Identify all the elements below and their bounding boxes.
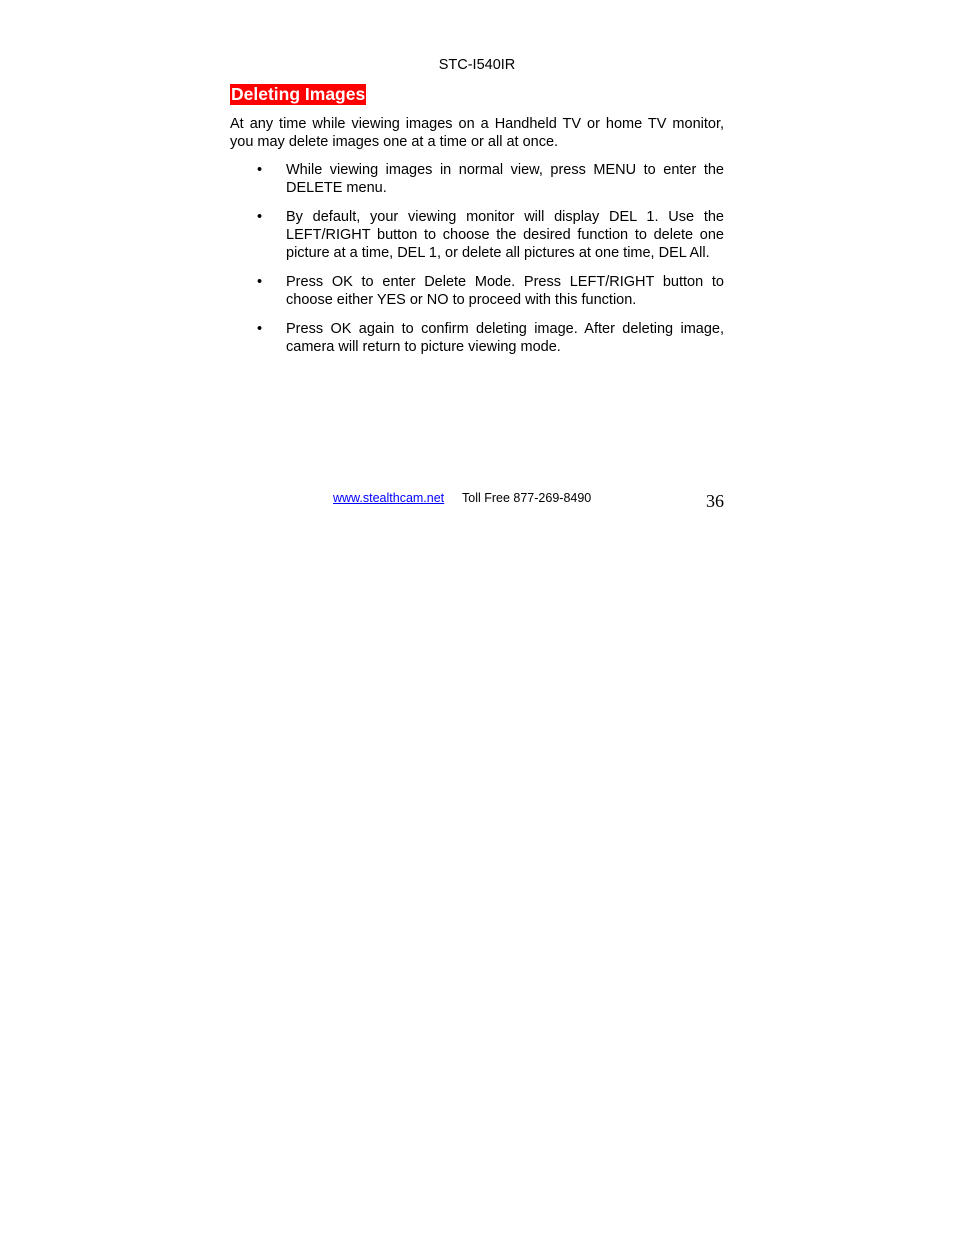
bullet-icon: • [257,209,263,225]
section-heading: Deleting Images [231,84,366,104]
website-link[interactable]: www.stealthcam.net [333,491,445,505]
page-header-model: STC-I540IR [438,57,516,73]
list-item [230,208,724,262]
intro-paragraph: At any time while viewing images on a Handheld TV or home TV monitor, you may delete images one at a time or all at once. [230,116,724,150]
list-item [230,320,724,356]
toll-free-phone: Toll Free 877-269-8490 [462,491,592,505]
list-item-text: Press OK again to confirm deleting image. After deleting image, camera will return to picture viewing mode. [286,321,724,355]
page-number: 36 [706,491,724,511]
page-content [230,84,724,367]
bullet-icon: • [257,274,263,290]
list-item-text: Press OK to enter Delete Mode. Press LEFT/RIGHT button to choose either YES or NO to proceed with this function. [286,274,724,308]
list-item [230,161,724,197]
list-item-text: While viewing images in normal view, press MENU to enter the DELETE menu. [286,162,724,196]
bullet-icon: • [257,162,263,178]
instruction-list [230,161,724,356]
page-footer [230,490,724,514]
list-item-text: By default, your viewing monitor will display DEL 1. Use the LEFT/RIGHT button to choose the desired function to delete one picture at a time, DEL 1, or delete all pictures at one time, DEL All. [286,209,724,261]
bullet-icon: • [257,321,263,337]
list-item [230,273,724,309]
